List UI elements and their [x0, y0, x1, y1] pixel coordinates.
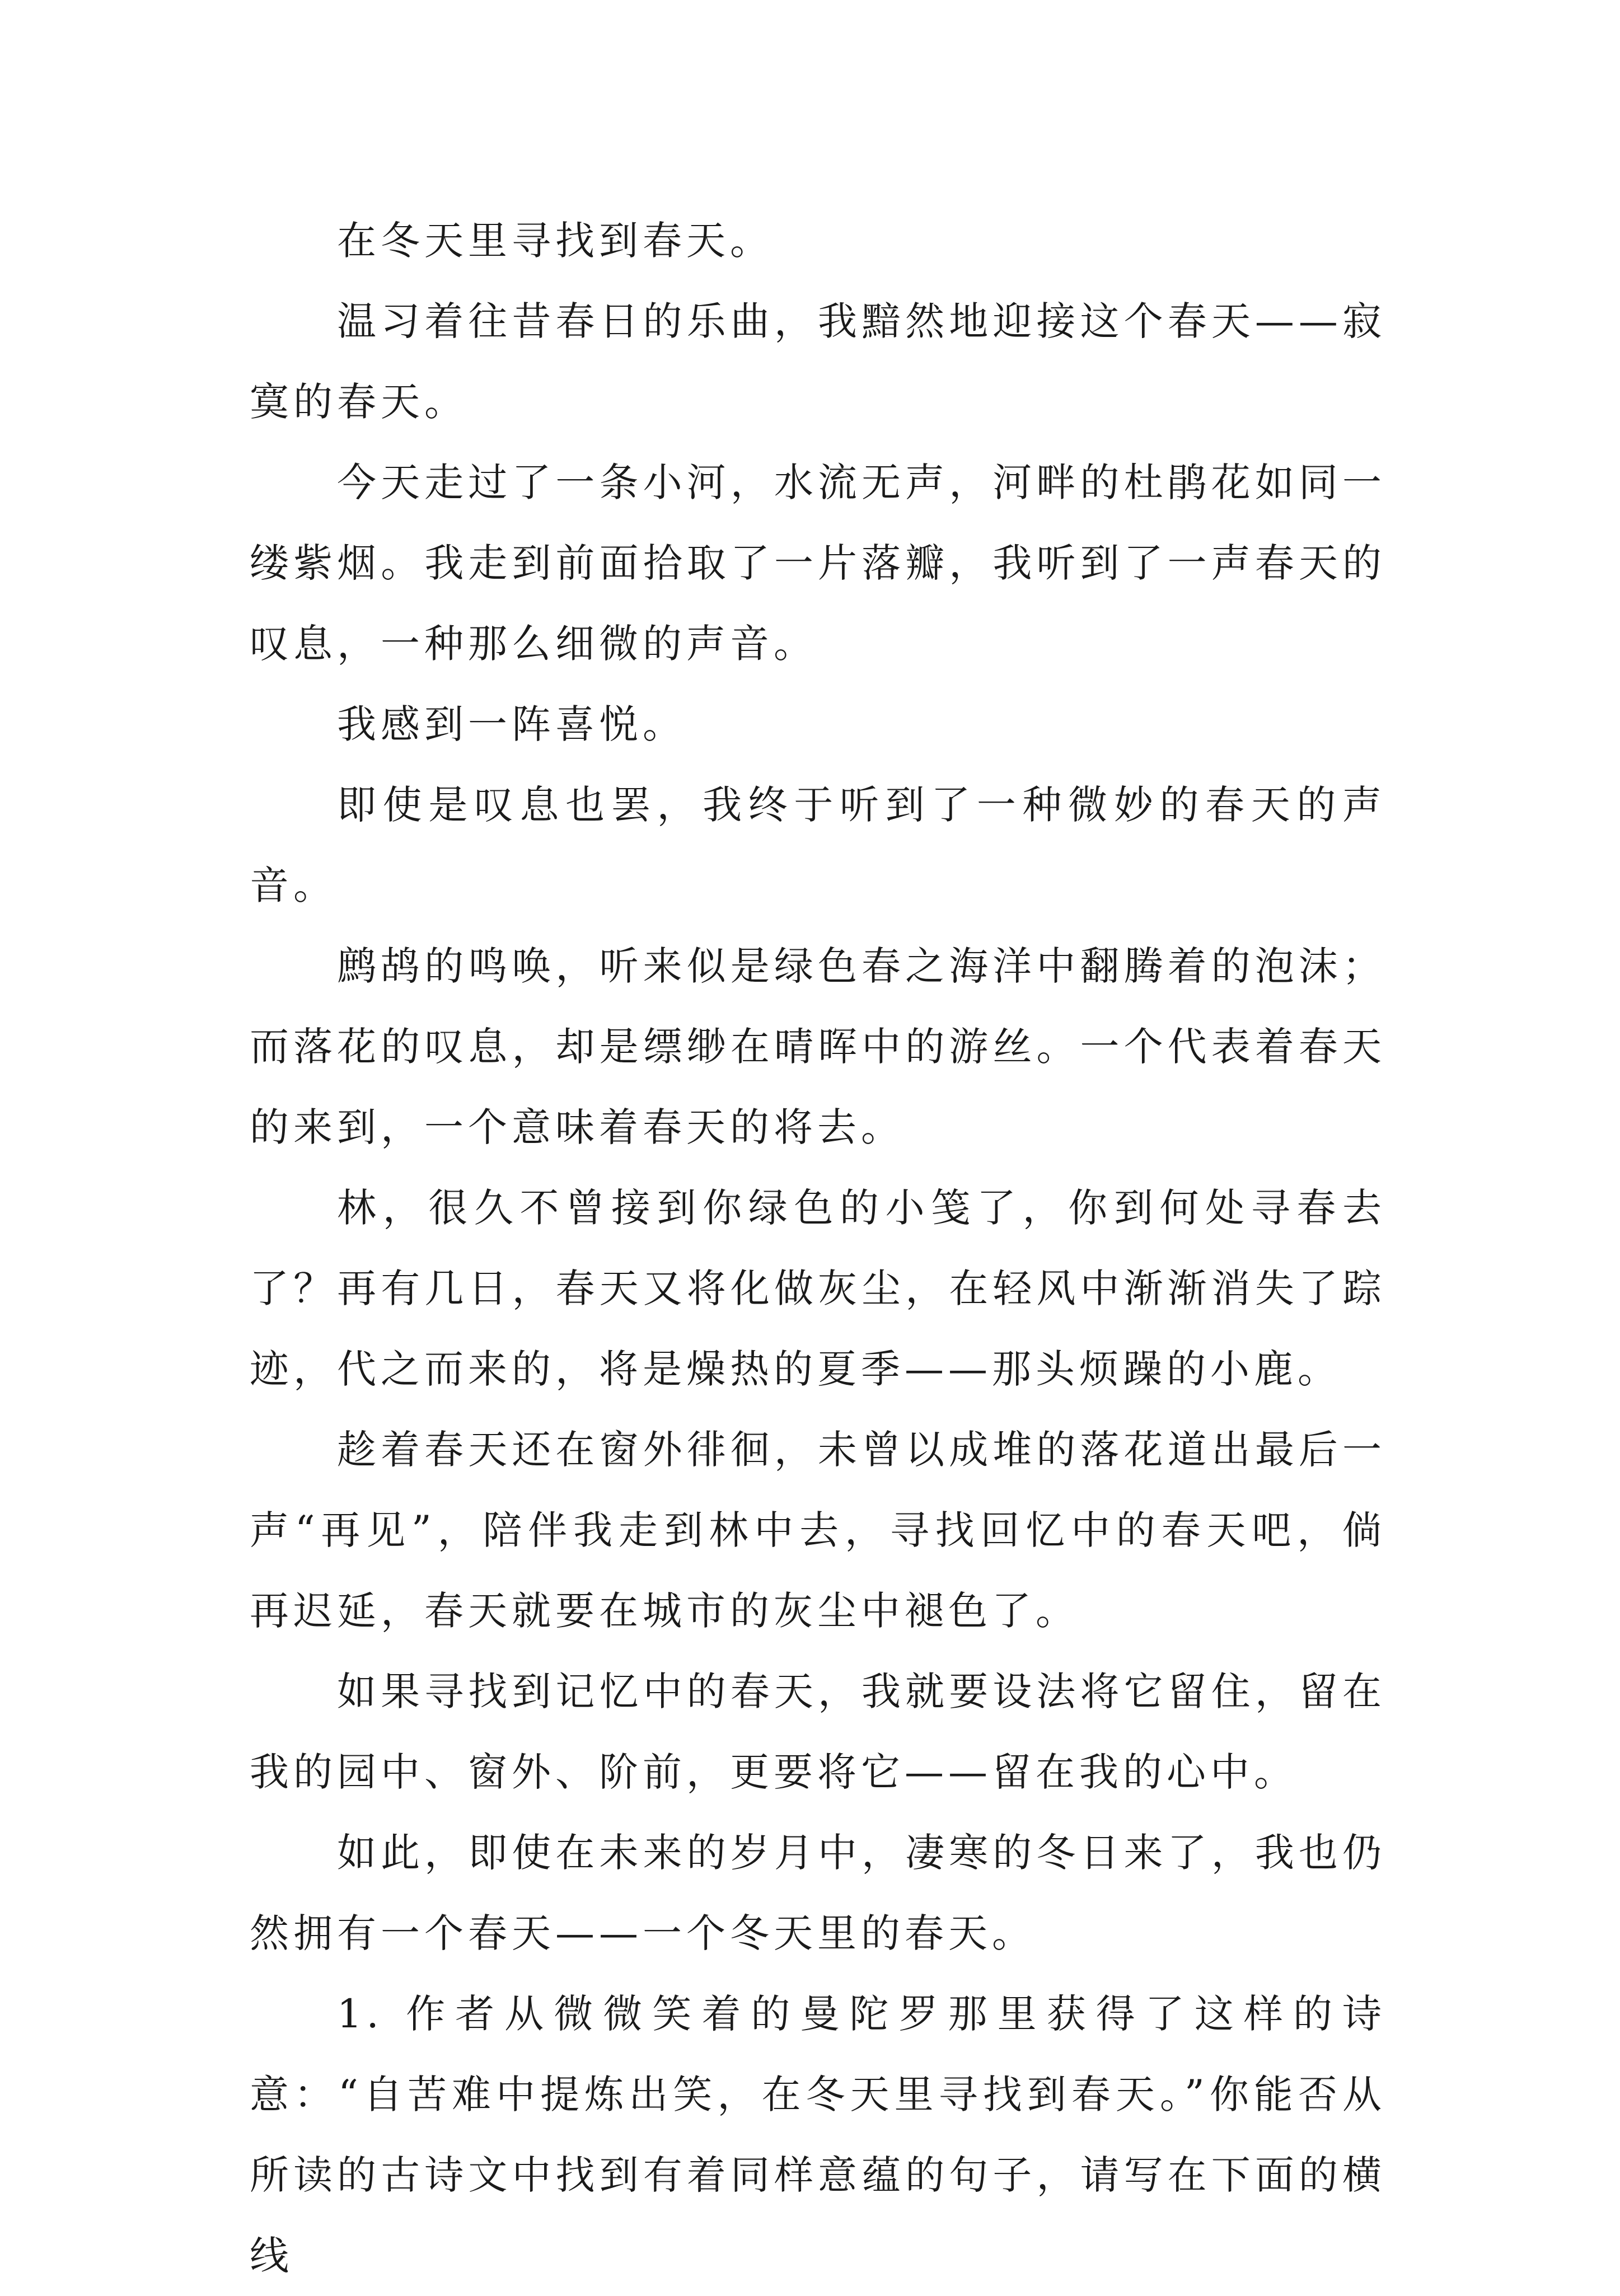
paragraph: 趁着春天还在窗外徘徊，未曾以成堆的落花道出最后一声“再见”，陪伴我走到林中去，寻找回忆中的春天吧，倘再迟延，春天就要在城市的灰尘中褪色了。 [250, 1427, 1386, 1634]
paragraph: 温习着往昔春日的乐曲，我黯然地迎接这个春天——寂寞的春天。 [250, 298, 1386, 425]
paragraph: 今天走过了一条小河，水流无声，河畔的杜鹃花如同一缕紫烟。我走到前面拾取了一片落瓣，我听到了一声春天的叹息，一种那么细微的声音。 [250, 460, 1386, 667]
paragraph: 鹧鸪的鸣唤，听来似是绿色春之海洋中翻腾着的泡沫；而落花的叹息，却是缥缈在晴晖中的游丝。一个代表着春天的来到，一个意味着春天的将去。 [250, 943, 1386, 1150]
question-1: 1. 作者从微微笑着的曼陀罗那里获得了这样的诗意：“自苦难中提炼出笑，在冬天里寻找到春天。”你能否从所读的古诗文中找到有着同样意蕴的句子，请写在下面的横线 [250, 1991, 1386, 2279]
paragraph: 林，很久不曾接到你绿色的小笺了，你到何处寻春去了？再有几日，春天又将化做灰尘，在轻风中渐渐消失了踪迹，代之而来的，将是燥热的夏季——那头烦躁的小鹿。 [250, 1185, 1386, 1392]
paragraph: 如果寻找到记忆中的春天，我就要设法将它留住，留在我的园中、窗外、阶前，更要将它——留在我的心中。 [250, 1669, 1386, 1795]
paragraph: 在冬天里寻找到春天。 [337, 218, 774, 264]
paragraph: 即使是叹息也罢，我终于听到了一种微妙的春天的声音。 [250, 782, 1386, 908]
document-body [250, 200, 1386, 2296]
paragraph: 如此，即使在未来的岁月中，凄寒的冬日来了，我也仍然拥有一个春天——一个冬天里的春天。 [250, 1830, 1386, 1956]
paragraph: 我感到一阵喜悦。 [337, 701, 686, 747]
